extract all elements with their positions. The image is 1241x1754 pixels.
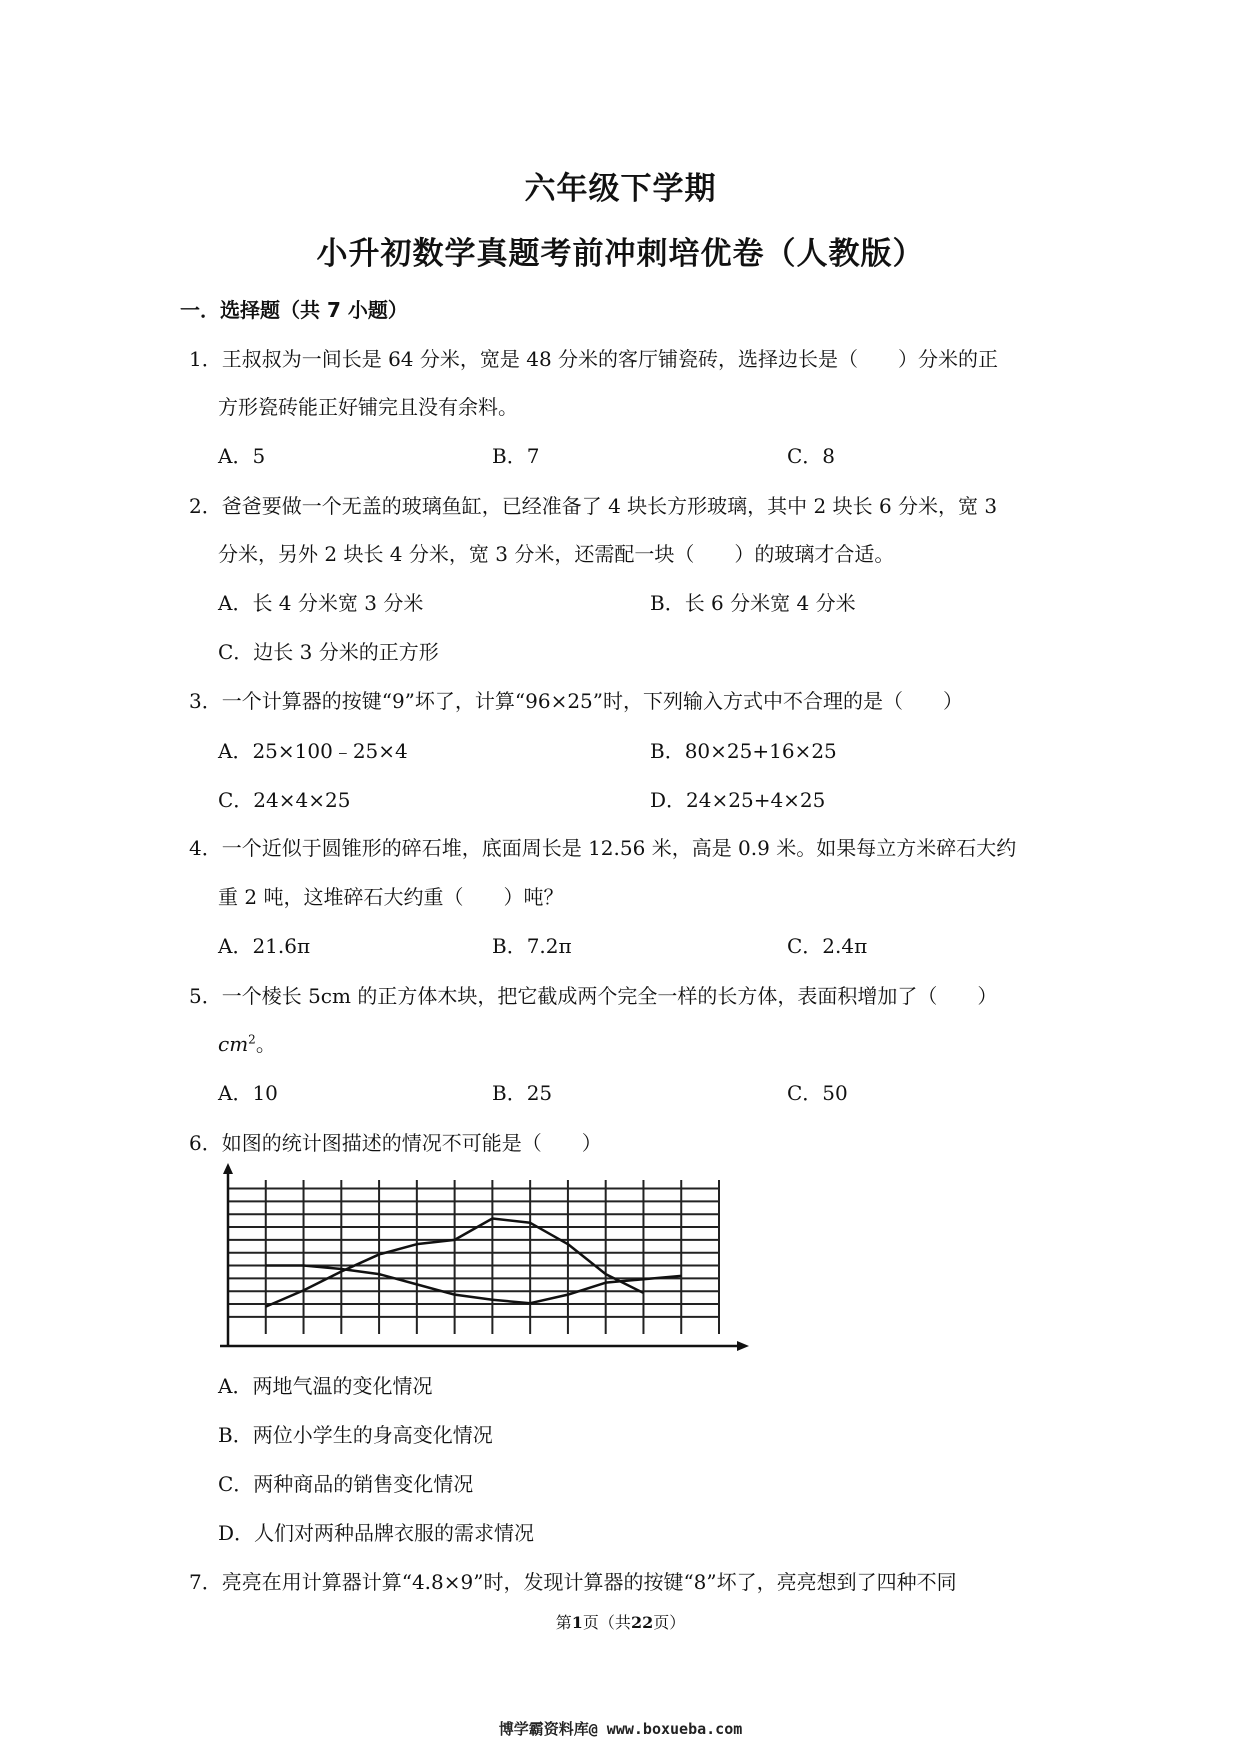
question-6-line-1: 6．如图的统计图描述的情况不可能是（ ） [189, 1131, 602, 1155]
chart-axes [220, 1163, 749, 1351]
footer-suffix: 页） [653, 1613, 686, 1632]
question-2-option-a: A．长 4 分米宽 3 分米 [218, 591, 424, 615]
question-5-line-2 [218, 1028, 276, 1057]
chart-series [266, 1219, 681, 1307]
unit-period: 。 [255, 1032, 276, 1056]
question-5-option-c: C．50 [787, 1081, 848, 1105]
question-1-option-a: A．5 [218, 444, 266, 468]
question-3-line-1: 3．一个计算器的按键“9”坏了，计算“96×25”时，下列输入方式中不合理的是（ ） [189, 689, 964, 713]
question-6-option-c: C．两种商品的销售变化情况 [218, 1472, 474, 1496]
question-2-option-c: C．边长 3 分米的正方形 [218, 640, 439, 664]
question-4-option-b: B．7.2π [492, 934, 572, 958]
question-5-option-a: A．10 [218, 1081, 278, 1105]
question-4-option-c: C．2.4π [787, 934, 868, 958]
question-5-line-1: 5．一个棱长 5cm 的正方体木块，把它截成两个完全一样的长方体，表面积增加了（ ） [189, 984, 998, 1008]
question-7-line-1: 7．亮亮在用计算器计算“4.8×9”时，发现计算器的按键“8”坏了，亮亮想到了四种不同 [189, 1570, 957, 1594]
footer-page-number: 1 [571, 1613, 583, 1632]
question-1-option-b: B．7 [492, 444, 540, 468]
question-3-option-b: B．80×25+16×25 [650, 739, 837, 763]
question-3-option-d: D．24×25+4×25 [650, 788, 826, 812]
question-3-option-a: A．25×100﹣25×4 [218, 739, 408, 763]
question-2-line-2: 分米，另外 2 块长 4 分米，宽 3 分米，还需配一块（ ）的玻璃才合适。 [218, 542, 895, 566]
question-6-option-d: D．人们对两种品牌衣服的需求情况 [218, 1521, 535, 1545]
question-2-option-b: B．长 6 分米宽 4 分米 [650, 591, 856, 615]
series-2-line [266, 1266, 681, 1304]
question-4-line-1: 4．一个近似于圆锥形的碎石堆，底面周长是 12.56 米，高是 0.9 米。如果每立方米碎石大约 [189, 836, 1017, 860]
question-2-line-1: 2．爸爸要做一个无盖的玻璃鱼缸，已经准备了 4 块长方形玻璃，其中 2 块长 6 分米，宽 3 [189, 494, 998, 518]
footer-prefix: 第 [555, 1613, 572, 1632]
question-6-option-a: A．两地气温的变化情况 [218, 1374, 433, 1398]
line-chart [214, 1162, 754, 1357]
footer-total-pages: 22 [630, 1613, 654, 1632]
question-1-line-2: 方形瓷砖能正好铺完且没有余料。 [218, 395, 518, 419]
question-1-option-c: C．8 [787, 444, 836, 468]
footer-middle: 页（共 [582, 1613, 631, 1632]
x-axis-arrow [737, 1341, 749, 1351]
unit-cm: cm [218, 1032, 249, 1056]
unit-exponent: 2 [248, 1032, 256, 1047]
page-footer [0, 1610, 1241, 1633]
question-4-line-2: 重 2 吨，这堆碎石大约重（ ）吨？ [218, 885, 564, 909]
y-axis-arrow [223, 1163, 233, 1174]
question-6-option-b: B．两位小学生的身高变化情况 [218, 1423, 493, 1447]
watermark: 博学霸资料库@ www.boxueba.com [498, 1720, 743, 1738]
question-4-option-a: A．21.6π [218, 934, 311, 958]
page-title: 六年级下学期 [524, 171, 717, 207]
section-heading: 一．选择题（共 7 小题） [180, 298, 408, 322]
page-subtitle: 小升初数学真题考前冲刺培优卷（人教版） [316, 236, 925, 272]
question-1-line-1: 1．王叔叔为一间长是 64 分米，宽是 48 分米的客厅铺瓷砖，选择边长是（ ）分米的正 [189, 347, 999, 371]
question-3-option-c: C．24×4×25 [218, 788, 351, 812]
question-5-option-b: B．25 [492, 1081, 553, 1105]
chart-grid [228, 1180, 719, 1334]
